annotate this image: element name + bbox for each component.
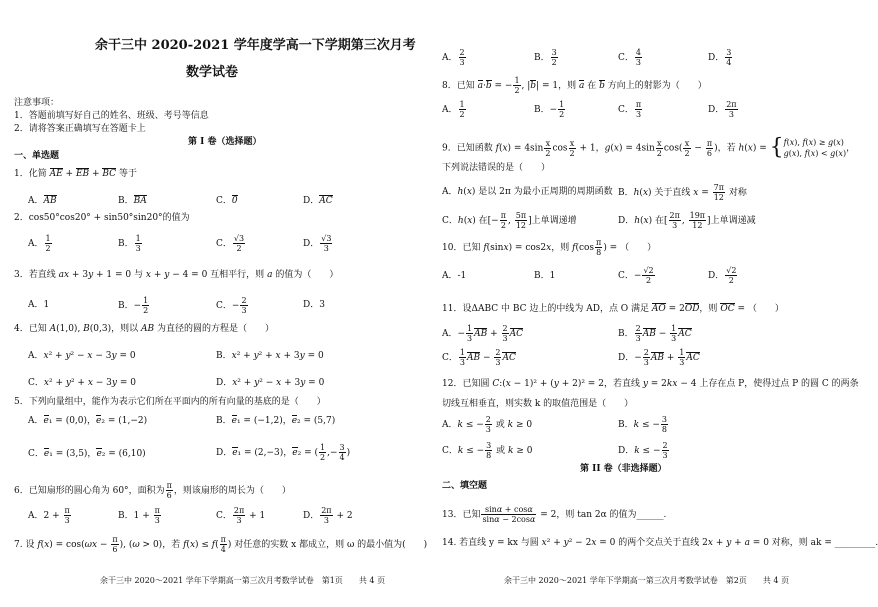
- q6-option-a: A．2 + $\frac{\pi}{3}$: [28, 506, 70, 525]
- part1-title: 第 I 卷（选择题）: [188, 137, 262, 147]
- question-4: 4．已知 A(1,0), B(0,3)，则以 AB 为直径的圆的方程是（ ）: [14, 324, 275, 334]
- q10-option-b: B．1: [534, 271, 556, 281]
- q5-option-c: C．e₁ = (3,5)，e₂ = (6,10): [28, 449, 146, 459]
- q9-option-d: D．h(x) 在[ $\frac{2\pi}{3}$ , $\frac{19\pi}{12}$ ]上单调递减: [618, 211, 756, 230]
- q1-option-a: A．AB: [28, 196, 57, 206]
- question-7: 7. 设 f(x) = cos(ωx − $\frac{\pi}{6}$ ), (ω > 0)，若 f(x) ≤ f( $\frac{\pi}{4}$ ) 对任意的实数 x 都成立，则 ω 的最小值为( ): [14, 535, 428, 554]
- note-item-1: 1．答题前填写好自己的姓名、班级、考号等信息: [14, 111, 209, 121]
- q7-option-b: B． $\frac{3}{2}$: [534, 48, 557, 67]
- footer-page-1: 余干三中 2020～2021 学年下学期高一第三次月考数学试卷 第1页 共 4 页: [100, 576, 386, 585]
- q4-option-a: A．x² + y² − x − 3y = 0: [28, 351, 136, 361]
- q1-option-b: B．BA: [118, 196, 147, 206]
- q11-option-c: C． $\frac{1}{3}$ AB − $\frac{2}{3}$ AC: [442, 348, 516, 367]
- note-item-2: 2．请将答案正确填写在答题卡上: [14, 124, 146, 134]
- question-1: 1．化简 AE + EB + BC 等于: [14, 169, 137, 179]
- question-14: 14. 若直线 y = kx 与圆 x² + y² − 2x = 0 的两个交点关于直线 2x + y + a = 0 对称，则 ak = _________.: [442, 538, 878, 548]
- q12-line2: 切线互相垂直，则实数 k 的取值范围是（ ）: [442, 399, 634, 409]
- q10-option-a: A．-1: [442, 271, 467, 281]
- q3-option-d: D．3: [303, 300, 325, 310]
- q8-option-c: C． $\frac{\pi}{3}$: [618, 100, 642, 119]
- q1-option-d: D．AC: [303, 196, 333, 206]
- q12-option-b: B．k ≤ − $\frac{3}{8}$: [618, 415, 667, 434]
- part2-title: 第 II 卷（非选择题）: [580, 464, 667, 474]
- q10-option-c: C．− $\frac{√2}{2}$: [618, 266, 654, 285]
- q7-option-a: A． $\frac{2}{3}$: [442, 48, 465, 67]
- exam-title: 余干三中 2020-2021 学年度学高一下学期第三次月考: [95, 38, 416, 53]
- footer-page-2: 余干三中 2020～2021 学年下学期高一第三次月考数学试卷 第2页 共 4 页: [504, 576, 790, 585]
- q3-option-c: C．− $\frac{2}{3}$: [216, 296, 247, 315]
- q8-option-a: A． $\frac{1}{2}$: [442, 100, 465, 119]
- question-12: 12．已知圆 C:(x − 1)² + (y + 2)² = 2，若直线 y = 2kx − 4 上存在点 P，使得过点 P 的圆 C 的两条: [442, 379, 859, 389]
- question-6: 6．已知扇形的圆心角为 60°，面积为 $\frac{\pi}{6}$ ，则该扇形的周长为（ ）: [14, 481, 291, 500]
- q4-option-b: B．x² + y² + x + 3y = 0: [216, 351, 324, 361]
- q9-option-a: A．h(x) 是以 2π 为最小正周期的周期函数: [442, 187, 613, 197]
- q8-option-b: B．− $\frac{1}{2}$: [534, 100, 565, 119]
- q10-option-d: D． $\frac{√2}{2}$: [708, 266, 737, 285]
- q12-option-c: C．k ≤ − $\frac{3}{8}$ 或 k ≥ 0: [442, 441, 533, 460]
- page-2: [430, 0, 878, 607]
- question-3: 3．若直线 ax + 3y + 1 = 0 与 x + y − 4 = 0 互相平行，则 a 的值为（ ）: [14, 270, 339, 280]
- q7-option-d: D． $\frac{3}{4}$: [708, 48, 732, 67]
- q12-option-d: D．k ≤ − $\frac{2}{3}$: [618, 441, 668, 460]
- q4-option-d: D．x² + y² − x + 3y = 0: [216, 378, 325, 388]
- question-9: 9．已知函数 f(x) = 4sin $\frac{x}{2}$ cos $\frac{x}{2}$ + 1，g(x) = 4sin $\frac{x}{2}$ cos( $\frac{x}{2}$ − $\frac{\pi}{6}$ )，若 h(x) = {f(x), f(x) ≥ g(x) g(x), f(x) < g(x)，: [442, 135, 856, 160]
- question-2: 2．cos50°cos20° + sin50°sin20°的值为: [14, 213, 190, 223]
- section-single-choice: 一、单选题: [14, 151, 60, 161]
- q9-line2: 下列说法错误的是（ ）: [442, 163, 551, 173]
- notes-heading: 注意事项：: [14, 98, 60, 108]
- q6-option-b: B．1 + $\frac{\pi}{3}$: [118, 506, 160, 525]
- q2-option-b: B． $\frac{1}{3}$: [118, 234, 141, 253]
- q11-option-b: B． $\frac{2}{3}$ AB − $\frac{1}{3}$ AC: [618, 324, 692, 343]
- q7-option-c: C． $\frac{4}{3}$: [618, 48, 641, 67]
- question-8: 8．已知 a·b = − $\frac{1}{2}$ , |b| = 1，则 a 在 b 方向上的射影为（ ）: [442, 76, 707, 95]
- q6-option-c: C． $\frac{2\pi}{3}$ + 1: [216, 506, 266, 525]
- q11-option-d: D．− $\frac{2}{3}$ AB + $\frac{1}{3}$ AC: [618, 348, 700, 367]
- q2-option-d: D． $\frac{√3}{3}$: [303, 234, 332, 253]
- q12-option-a: A．k ≤ − $\frac{2}{3}$ 或 k ≥ 0: [442, 415, 533, 434]
- q8-option-d: D． $\frac{2\pi}{3}$: [708, 100, 737, 119]
- q5-option-b: B．e₁ = (−1,2)，e₂ = (5,7): [216, 416, 336, 426]
- q3-option-b: B．− $\frac{1}{2}$: [118, 296, 149, 315]
- q2-option-c: C． $\frac{√3}{2}$: [216, 234, 245, 253]
- question-10: 10．已知 f(sinx) = cos2x，则 f(cos $\frac{\pi}{8}$ ) = （ ）: [442, 238, 657, 257]
- q5-option-a: A．e₁ = (0,0)，e₂ = (1,−2): [28, 416, 148, 426]
- q4-option-c: C．x² + y² + x − 3y = 0: [28, 378, 136, 388]
- q5-option-d: D．e₁ = (2,−3)，e₂ = ( $\frac{1}{2}$ ,− $\frac{3}{4}$ ): [216, 443, 351, 462]
- q6-option-d: D． $\frac{2\pi}{3}$ + 2: [303, 506, 353, 525]
- q9-option-c: C．h(x) 在[− $\frac{\pi}{2}$ , $\frac{5\pi}{12}$ ]上单调递增: [442, 211, 577, 230]
- page-1: [0, 0, 430, 607]
- q3-option-a: A．1: [28, 300, 50, 310]
- question-5: 5．下列向量组中，能作为表示它们所在平面内的所有向量的基底的是（ ）: [14, 397, 326, 407]
- q11-option-a: A．− $\frac{1}{3}$ AB + $\frac{2}{3}$ AC: [442, 324, 524, 343]
- q9-option-b: B．h(x) 关于直线 x = $\frac{7\pi}{12}$ 对称: [618, 183, 747, 202]
- exam-subtitle: 数学试卷: [186, 65, 239, 80]
- q1-option-c: C．0: [216, 196, 238, 206]
- question-13: 13．已知 $\frac{\sin\alpha + \cos\alpha}{\sin\alpha - 2\cos\alpha}$ = 2，则 tan 2α 的值为______.: [442, 505, 667, 524]
- section-fill-blank: 二、填空题: [442, 481, 488, 491]
- q2-option-a: A． $\frac{1}{2}$: [28, 234, 51, 253]
- question-11: 11．设ΔABC 中 BC 边上的中线为 AD，点 O 满足 AO = 2OD，则 OC = （ ）: [442, 304, 784, 314]
